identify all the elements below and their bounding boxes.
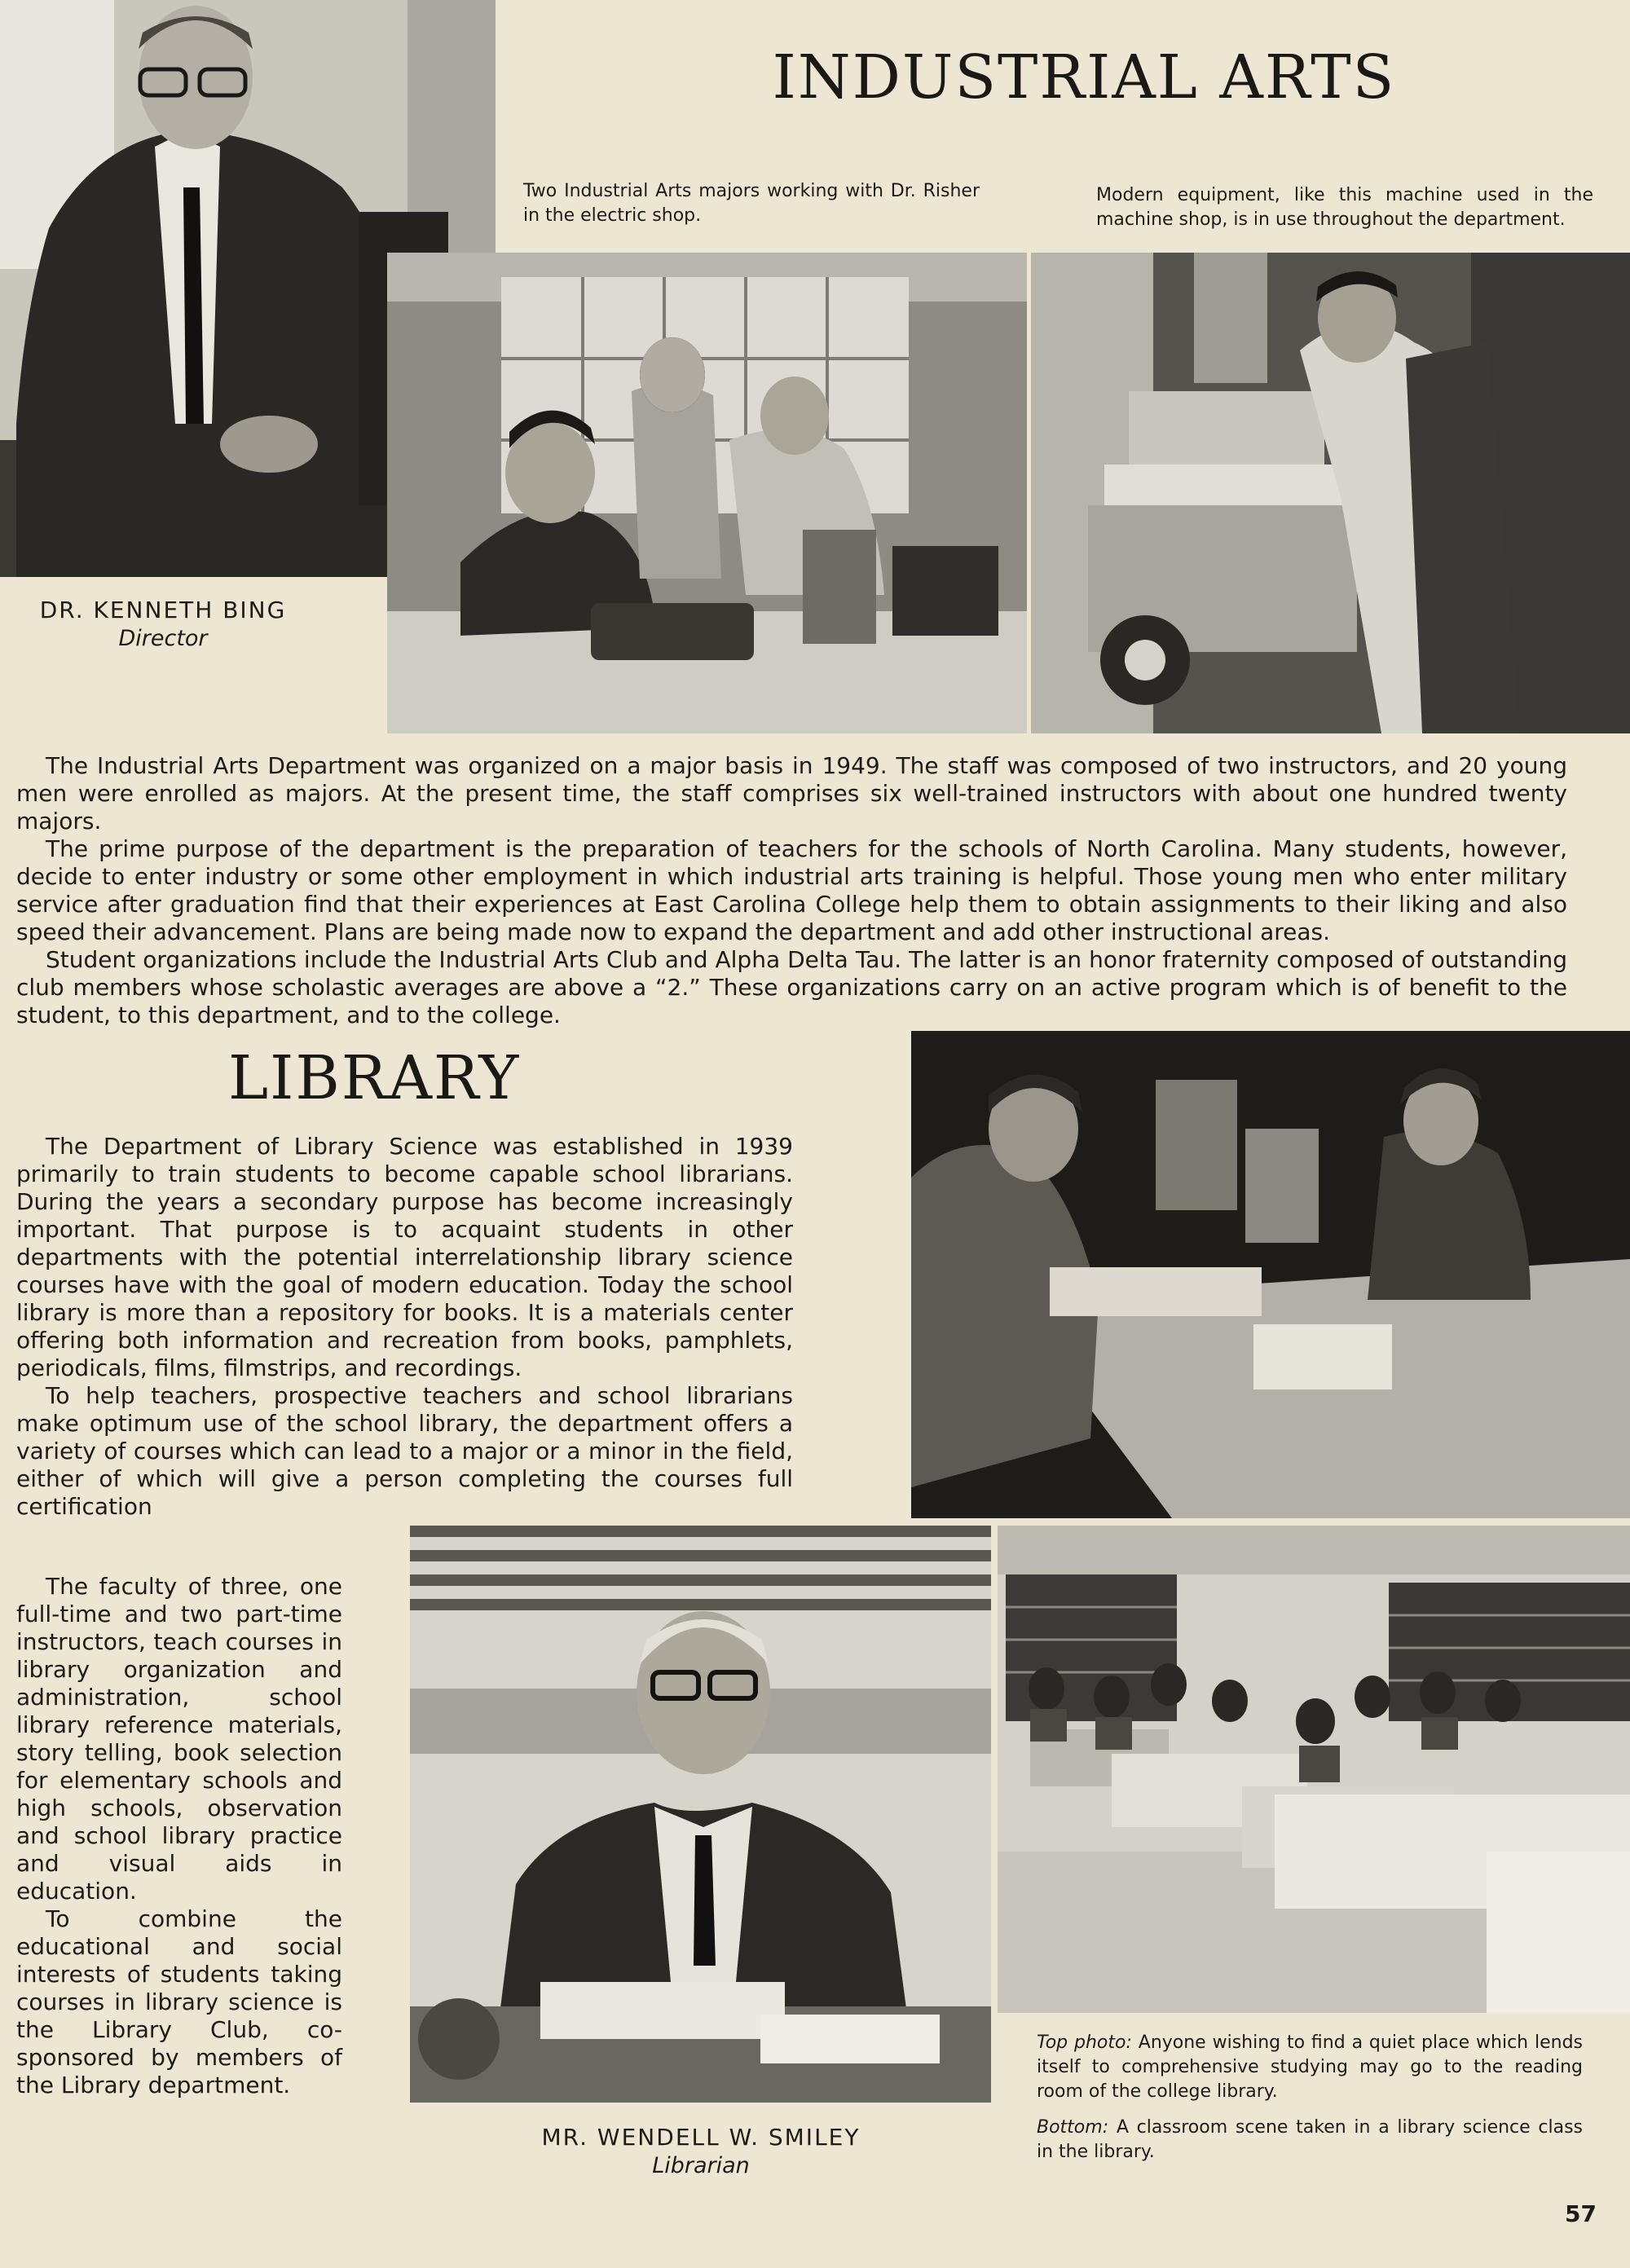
director-role: Director <box>118 626 208 651</box>
librarian-photo <box>410 1526 991 2103</box>
bottom-photo-caption <box>1037 2116 1583 2165</box>
industrial-arts-body <box>16 752 1567 1029</box>
page-number: 57 <box>1565 2200 1597 2227</box>
lib-paragraph-1: The Department of Library Science was established in 1939 primarily to train students to become capable school librarians. During the years a secondary purpose has become increasingly important. That purpose is to acquaint students in other departments with the potential interrelationship library science courses have with the goal of modern education. Today the school library is more than a repository for books. It is a materials center offering both information and recreation from books, pamphlets, periodicals, films, filmstrips, and recordings. <box>16 1133 793 1381</box>
ia-paragraph-2: The prime purpose of the department is the preparation of teachers for the schools of North Carolina. Many students, however, decide to enter industry or some other employment in which industrial arts training is helpful. Those young men who enter military service after graduation find that their experiences at East Carolina College help them to obtain assignments to their liking and also speed their advancement. Plans are being made now to expand the department and add other instructional areas. <box>16 835 1567 945</box>
machine-shop-photo <box>1031 253 1630 733</box>
bottom-photo-text: A classroom scene taken in a library science class in the library. <box>1037 2117 1584 2162</box>
librarian-role: Librarian <box>652 2153 750 2178</box>
lib-lower-paragraph-2: To combine the educational and social interests of students taking courses in library science is the Library Club, co-sponsored by members of the Library department. <box>16 1905 342 2098</box>
classroom-photo <box>998 1526 1630 2013</box>
lib-paragraph-2: To help teachers, prospective teachers and school librarians make optimum use of the school library, the department offers a variety of courses which can lead to a major or a minor in the field, either of which will give a person completing the courses full certification <box>16 1382 793 1520</box>
machine-shop-caption: Modern equipment, like this machine used in the machine shop, is in use throughout the department. <box>1096 185 1593 230</box>
library-lower-body <box>16 1573 342 2099</box>
ia-paragraph-3: Student organizations include the Industrial Arts Club and Alpha Delta Tau. The latter is an honor fraternity composed of outstanding club members whose scholastic averages are above a “2.” These organizations carry on an active program which is of benefit to the student, to this department, and to the college. <box>16 946 1567 1028</box>
top-photo-caption <box>1037 2031 1583 2104</box>
lib-lower-paragraph-1: The faculty of three, one full-time and two part-time instructors, teach courses in library organization and administration, school library reference materials, story telling, book selection for elementary schools and high schools, observation and school library practice and visual aids in education. <box>16 1573 342 1905</box>
library-body <box>16 1133 793 1521</box>
top-photo-text: Anyone wishing to find a quiet place which lends itself to comprehensive studying may go to the reading room of the college library. <box>1037 2032 1583 2102</box>
librarian-name: MR. WENDELL W. SMILEY <box>541 2124 861 2151</box>
reading-room-photo <box>911 1031 1630 1518</box>
electric-shop-photo <box>387 253 1027 733</box>
ia-paragraph-1: The Industrial Arts Department was organized on a major basis in 1949. The staff was composed of two instructors, and 20 young men were enrolled as majors. At the present time, the staff comprises six well-trained instructors with about one hundred twenty majors. <box>16 752 1567 835</box>
director-name: DR. KENNETH BING <box>39 597 287 623</box>
electric-shop-caption: Two Industrial Arts majors working with Dr. Risher in the electric shop. <box>523 181 980 226</box>
industrial-arts-title: INDUSTRIAL ARTS <box>772 42 1396 112</box>
library-title: LIBRARY <box>228 1043 521 1113</box>
bottom-photo-label: Bottom: <box>1037 2117 1109 2138</box>
top-photo-label: Top photo: <box>1037 2032 1132 2053</box>
